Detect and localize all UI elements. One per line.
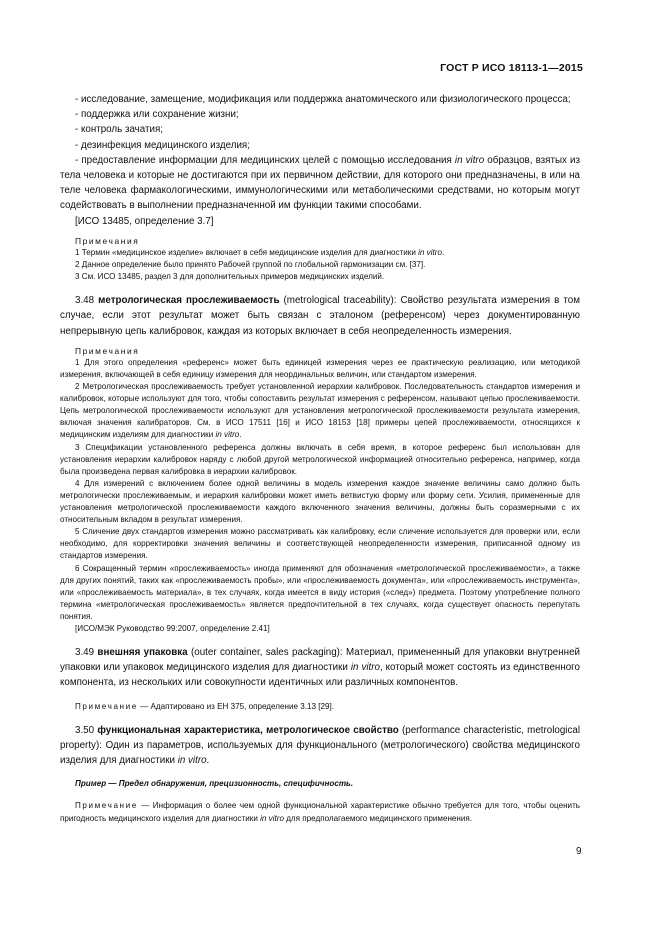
page-number: 9 bbox=[576, 846, 582, 857]
notes-heading: Примечания bbox=[75, 345, 140, 356]
source-reference: [ИСО 13485, определение 3.7] bbox=[75, 215, 214, 227]
list-item: - поддержка или сохранение жизни; bbox=[75, 109, 239, 121]
source-reference: [ИСО/МЭК Руководство 99:2007, определение 2.41] bbox=[75, 623, 270, 633]
term-name: метрологическая прослеживаемость bbox=[98, 295, 280, 307]
note-item: 1 Термин «медицинское изделие» включает в себя медицинские изделия для диагностики in vitro. bbox=[75, 247, 445, 257]
note-item: 5 Сличение двух стандартов измерения можно рассматривать как калибровку, если сличение используется для проверки или, если необходимо, для корректировки значения величины и соответствующей неопределенности измерения, приписанной одному из стандартов измерения. bbox=[60, 527, 580, 561]
note-item: 6 Сокращенный термин «прослеживаемость» иногда применяют для обозначения «метрологической прослеживаемости», а также для других понятий, таких как «прослеживаемость пробы», или «прослеживаемость документа», или «прослеживаемость инструмента», или «прослеживаемость материала», в тех случаях, когда имеется в виду история («след») предмета. Поэтому употребление полного термина «метрологическая прослеживаемость» является предпочтительной в тех случаях, когда существует опасность перепутать понятия. bbox=[60, 563, 580, 621]
term-name: функциональная характеристика, метрологическое свойство bbox=[97, 724, 399, 736]
example: Пример — Предел обнаружения, прецизионность, специфичность. bbox=[75, 779, 354, 789]
term-3-49: 3.49 внешняя упаковка (outer container, sales packaging): Материал, примененный для упаковки внутренней упаковки или упаковок медицинского изделия для диагностики in vitro, который может состоять из единственного компонента, из нескольких или совокупности идентичных или различных компонентов. bbox=[60, 647, 581, 689]
list-item: - предоставление информации для медицинских целей с помощью исследования in vitro образцов, взятых из тела человека и которые не достигаются при их первичном действии, для которого они предназначены, в или на теле человека фармакологическими, иммунологическими или метаболическими средствами, но которым могут содействовать в выполнении предназначенной им функции такими способами. bbox=[60, 154, 580, 212]
list-item: - исследование, замещение, модификация или поддержка анатомического или физиологического процесса; bbox=[75, 94, 571, 105]
page-content bbox=[60, 92, 580, 825]
term-3-50: 3.50 функциональная характеристика, метрологическое свойство (performance characteristic, metrological property): Один из параметров, используемых для функционального (метрологического) свойства медицинского изделия для диагностики in vitro. bbox=[60, 724, 580, 767]
list-item: - контроль зачатия; bbox=[75, 124, 163, 136]
note-item: 2 Данное определение было принято Рабочей группой по глобальной гармонизации см. [37]. bbox=[75, 260, 426, 270]
note-item: 3 Спецификации установленного референса должны включать в себя время, в которое референс был использован для установления иерархии калибровок наряду с любой другой метрологической информацией относительно референса, например, когда была произведена первая калибровка в иерархии калибровок. bbox=[60, 442, 580, 476]
note-item: 4 Для измерений с включением более одной величины в модель измерения каждое значение величины само должно быть метрологически прослеживаемым, и иерархия калибровки может иметь ветвистую форму или форму сети. Усилия, примененные для установления метрологической прослеживаемости каждого включенного значения величины, должны быть соразмерными с их относительным вкладом в результат измерения. bbox=[60, 478, 580, 525]
note-item: Примечание — Адаптировано из ЕН 375, определение 3.13 [29]. bbox=[75, 701, 334, 711]
term-name: внешняя упаковка bbox=[97, 647, 188, 659]
notes-heading: Примечания bbox=[75, 235, 140, 246]
list-item: - дезинфекция медицинского изделия; bbox=[75, 139, 250, 151]
document-header: ГОСТ Р ИСО 18113-1—2015 bbox=[440, 62, 583, 74]
note-item: 1 Для этого определения «референс» может быть единицей измерения через ее практическую реализацию, или методикой измерения, включающей в себя единицу измерения для неординальных величин, или стандартом измерения. bbox=[60, 357, 580, 379]
note-item: 3 См. ИСО 13485, раздел 3 для дополнительных примеров медицинских изделий. bbox=[75, 272, 385, 282]
note-item: 2 Метрологическая прослеживаемость требует установленной иерархии калибровок. Последовательность стандартов измерения и калибровок, которые используют для того, чтобы сопоставить результат измерения с референсом, называют цепью прослеживаемости. Цепь метрологической прослеживаемости используют для установления метрологической прослеживаемости результата измерения, включая значения калибраторов. См. в ИСО 17511 [16] и ИСО 18153 [18] примеры цепей прослеживаемости, относящихся к медицинским изделиям для диагностики in vitro. bbox=[60, 382, 580, 440]
term-3-48: 3.48 метрологическая прослеживаемость (metrological traceability): Свойство результата измерения в том случае, если этот результат может быть связан с эталоном (референсом) через документированную непрерывную цепь калибровок, каждая из которых включает в себя неопределенность измерения. bbox=[60, 295, 580, 337]
note-item: Примечание — Информация о более чем одной функциональной характеристике обычно требуется для того, чтобы оценить пригодность медицинского изделия для диагностики in vitro для предполагаемого медицинского применения. bbox=[60, 801, 580, 823]
